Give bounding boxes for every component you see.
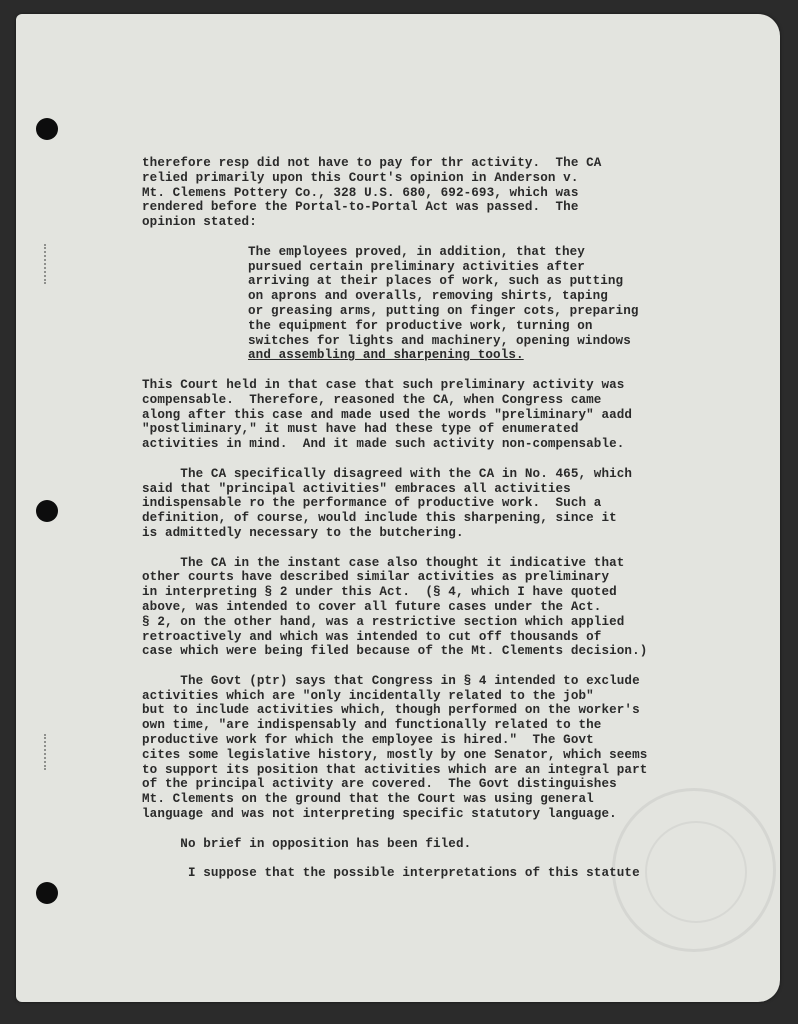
text-line: activities in mind. And it made such activity non-compensable. [142,437,625,452]
text-line: Mt. Clements on the ground that the Court was using general [142,792,594,807]
text-line: activities which are "only incidentally related to the job" [142,688,594,703]
text-line: The CA specifically disagreed with the CA in No. 465, which [142,466,633,481]
text-line: The Govt (ptr) says that Congress in § 4 intended to exclude [142,673,640,688]
text-line: other courts have described similar activities as preliminary [142,570,610,585]
text-line: case which were being filed because of the Mt. Clements decision.) [142,644,648,659]
quote-line: switches for lights and machinery, opening windows [248,333,631,348]
text-line: said that "principal activities" embraces all activities [142,481,571,496]
paragraph-1 [142,156,742,230]
text-line: § 2, on the other hand, was a restrictive section which applied [142,614,625,629]
paragraph-2 [142,378,742,452]
text-line: No brief in opposition has been filed. [142,836,472,851]
text-line: rendered before the Portal-to-Portal Act was passed. The [142,200,579,215]
quote-line: arriving at their places of work, such as putting [248,274,624,289]
margin-mark [44,734,50,770]
text-line: to support its position that activities which are an integral part [142,762,648,777]
text-line: retroactively and which was intended to cut off thousands of [142,629,602,644]
paragraph-3 [142,467,742,541]
binder-hole-bottom [36,882,58,904]
quote-line: and assembling and sharpening tools. [248,348,524,363]
text-line: in interpreting § 2 under this Act. (§ 4, which I have quoted [142,585,617,600]
text-line: is admittedly necessary to the butchering. [142,525,464,540]
paragraph-7 [142,866,742,881]
text-line: opinion stated: [142,215,257,230]
block-quote [248,245,742,363]
typed-memo-text [142,156,742,896]
quote-line: The employees proved, in addition, that they [248,244,585,259]
text-line: language and was not interpreting specific statutory language. [142,807,617,822]
text-line: along after this case and made used the words "preliminary" aadd [142,407,633,422]
text-line: "postliminary," it must have had these type of enumerated [142,422,579,437]
quote-line: pursued certain preliminary activities after [248,259,585,274]
text-line: productive work for which the employee is hired." The Govt [142,733,594,748]
margin-mark [44,244,50,284]
text-line: own time, "are indispensably and functionally related to the [142,718,602,733]
quote-line: the equipment for productive work, turning on [248,318,593,333]
text-line: Mt. Clemens Pottery Co., 328 U.S. 680, 692-693, which was [142,185,579,200]
paragraph-4 [142,556,742,660]
text-line: The CA in the instant case also thought it indicative that [142,555,625,570]
text-line: compensable. Therefore, reasoned the CA, when Congress came [142,392,602,407]
text-line: but to include activities which, though performed on the worker's [142,703,640,718]
text-line: I suppose that the possible interpretations of this statute [142,866,640,881]
text-line: definition, of course, would include this sharpening, since it [142,511,617,526]
text-line: above, was intended to cover all future cases under the Act. [142,599,602,614]
quote-line: on aprons and overalls, removing shirts, taping [248,289,608,304]
binder-hole-top [36,118,58,140]
quote-line: or greasing arms, putting on finger cots, preparing [248,303,639,318]
text-line: of the principal activity are covered. The Govt distinguishes [142,777,617,792]
text-line: indispensable ro the performance of productive work. Such a [142,496,602,511]
paragraph-5 [142,674,742,822]
binder-hole-middle [36,500,58,522]
text-line: cites some legislative history, mostly by one Senator, which seems [142,747,648,762]
text-line: therefore resp did not have to pay for thr activity. The CA [142,156,602,170]
paragraph-6 [142,837,742,852]
text-line: This Court held in that case that such preliminary activity was [142,377,625,392]
text-line: relied primarily upon this Court's opinion in Anderson v. [142,170,579,185]
